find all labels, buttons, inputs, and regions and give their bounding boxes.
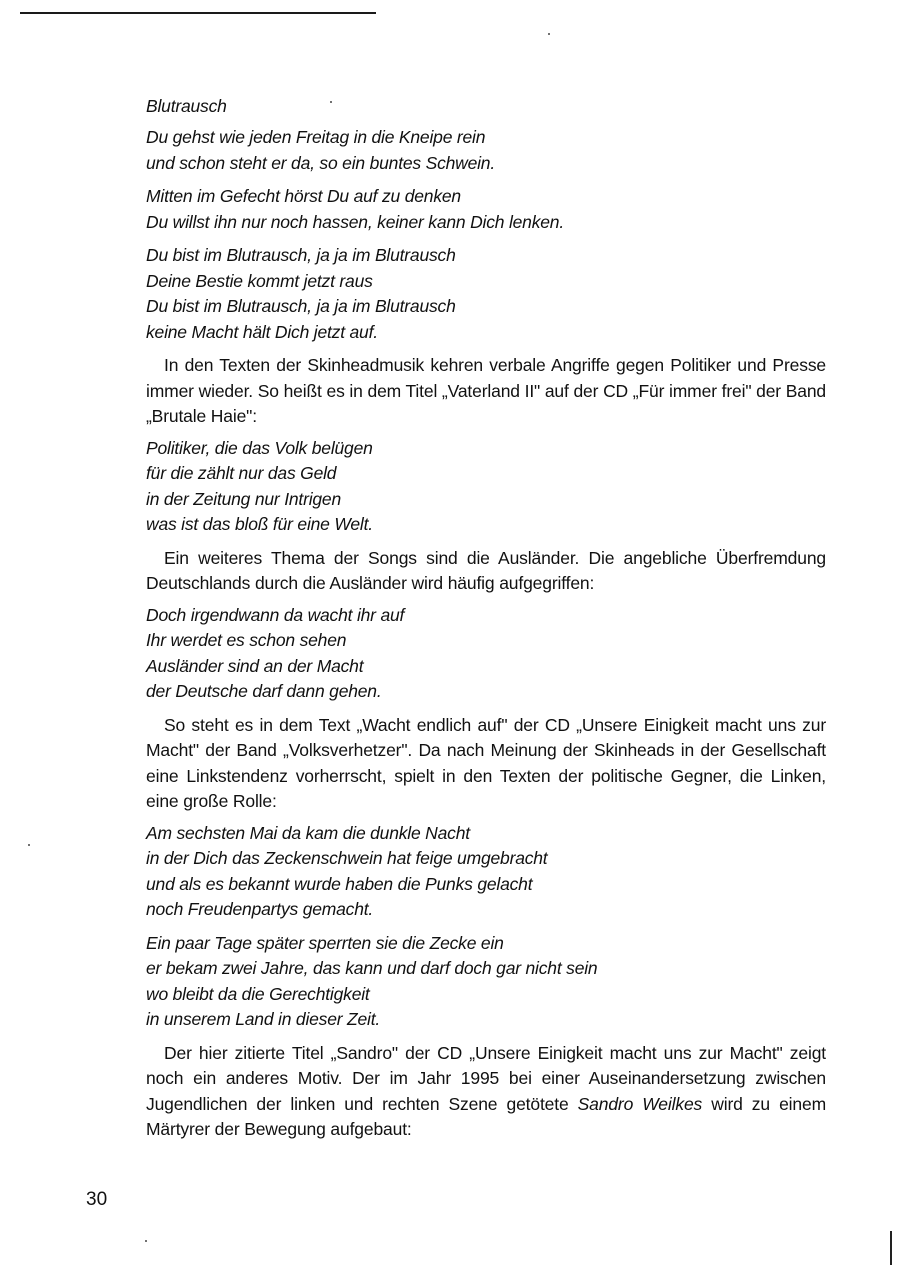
poem-line: der Deutsche darf dann gehen. (146, 681, 382, 701)
paragraph-text: wird zu einem Märtyrer der Bewegung aufgebaut: (146, 1093, 826, 1139)
poem-line: Du willst ihn nur noch hassen, keiner kann Dich lenken. (146, 211, 564, 232)
poem-line: Doch irgendwann da wacht ihr auf (146, 604, 405, 625)
poem-line: was ist das bloß für eine Welt. (146, 514, 373, 534)
poem-stanza (146, 436, 826, 538)
poem-line: wo bleibt da die Gerechtigkeit (146, 983, 370, 1004)
poem-line: keine Macht hält Dich jetzt auf. (146, 321, 378, 342)
page-content (146, 93, 826, 1149)
poem-stanza (146, 821, 826, 923)
margin-mark (890, 1231, 892, 1265)
poem-line: Du gehst wie jeden Freitag in die Kneipe rein (146, 127, 486, 147)
body-paragraph (146, 1041, 826, 1143)
body-paragraph: So steht es in dem Text „Wacht endlich auf" der CD „Unsere Einigkeit macht uns zur Macht" der Band „Volksverhetzer". Da nach Meinung der Skinheads in der Gesellschaft eine Linkstendenz vorherrscht, spielt in den Texten der politische Gegner, die Linken, eine große Rolle: (146, 714, 826, 811)
poem-line: in der Dich das Zeckenschwein hat feige umgebracht (146, 848, 548, 868)
poem-line: und als es bekannt wurde haben die Punks gelacht (146, 873, 533, 894)
poem-title: Blutrausch (146, 96, 227, 116)
page-number: 30 (86, 1189, 108, 1210)
poem-stanza (146, 243, 826, 345)
paragraph-text: Der hier zitierte Titel „Sandro" der CD „Unsere Einigkeit macht uns zur Macht" zeigt noch ein anderes Motiv. Der im Jahr 1995 bei einer Auseinandersetzung zwischen Jugendlichen der linken und rechten Szene getötete (146, 1042, 826, 1114)
poem-line: Politiker, die das Volk belügen (146, 437, 373, 458)
poem-line: noch Freudenpartys gemacht. (146, 899, 374, 919)
poem-line: er bekam zwei Jahre, das kann und darf doch gar nicht sein (146, 958, 598, 978)
scan-speck (548, 33, 550, 35)
top-rule (20, 12, 376, 14)
poem-line: und schon steht er da, so ein buntes Schwein. (146, 152, 496, 173)
body-paragraph: In den Texten der Skinheadmusik kehren verbale Angriffe gegen Politiker und Presse immer wieder. So heißt es in dem Titel „Vaterland II" auf der CD „Für immer frei" der Band „Brutale Haie": (146, 355, 826, 426)
poem-stanza (146, 931, 826, 1033)
poem-stanza (146, 603, 826, 705)
body-paragraph: Ein weiteres Thema der Songs sind die Ausländer. Die angebliche Überfremdung Deutschlands durch die Ausländer wird häufig aufgegriffen: (146, 547, 826, 593)
poem-line: Ausländer sind an der Macht (146, 655, 364, 676)
poem-line: Du bist im Blutrausch, ja ja im Blutrausch (146, 296, 456, 316)
poem-line: Mitten im Gefecht hörst Du auf zu denken (146, 186, 461, 206)
scan-speck (145, 1240, 147, 1242)
poem-stanza (146, 125, 826, 176)
poem-line: für die zählt nur das Geld (146, 463, 337, 483)
poem-line: Ihr werdet es schon sehen (146, 630, 347, 650)
poem-line: Am sechsten Mai da kam die dunkle Nacht (146, 822, 470, 843)
poem-line: Du bist im Blutrausch, ja ja im Blutrausch (146, 245, 456, 265)
poem-stanza (146, 184, 826, 235)
scan-speck (28, 844, 30, 846)
poem-line: in der Zeitung nur Intrigen (146, 488, 341, 509)
poem-line: Deine Bestie kommt jetzt raus (146, 270, 373, 291)
person-name: Sandro Weilkes (577, 1093, 703, 1114)
poem-line: Ein paar Tage später sperrten sie die Zecke ein (146, 932, 504, 953)
poem-line: in unserem Land in dieser Zeit. (146, 1009, 381, 1029)
